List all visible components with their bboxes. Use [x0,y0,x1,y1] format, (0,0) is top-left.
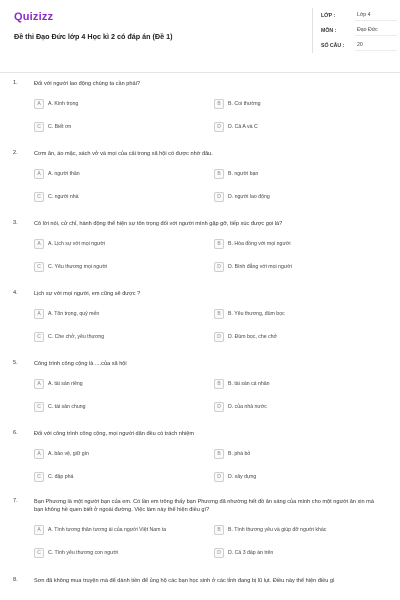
option-d[interactable] [214,471,354,483]
option-b[interactable] [214,308,354,320]
option-text: D. người lao động [228,194,270,200]
question-text: Cơm ăn, áo mặc, sách vở và mọi của cải trong xã hội có được nhờ đâu. [34,151,213,157]
question-number: 7. [13,498,18,504]
option-text: B. người bạn [228,171,259,177]
question-number: 6. [13,430,18,436]
option-text: D. Cả 3 đáp án trên [228,550,274,556]
option-text: C. Che chở, yêu thương [48,334,105,340]
option-letter-box: C [34,122,44,132]
option-text: B. Hòa đồng với mọi người [228,241,291,247]
option-a[interactable] [34,238,174,250]
option-letter-box: D [214,192,224,202]
option-text: B. Coi thường [228,101,261,107]
option-letter-box: D [214,332,224,342]
option-letter-box: B [214,239,224,249]
meta-value: 20 [355,41,397,51]
option-letter-box: C [34,548,44,558]
option-text: B. Tình thương yêu và giúp đỡ người khác [228,527,327,533]
option-letter-box: B [214,309,224,319]
meta-label: LỚP : [321,12,336,19]
option-text: A. tài sản riêng [48,381,83,387]
option-letter-box: A [34,169,44,179]
question-number: 5. [13,360,18,366]
option-text: C. người nhà [48,194,79,200]
option-letter-box: B [214,379,224,389]
meta-label: SỐ CÂU : [321,42,345,49]
meta-value: Đạo Đức [355,26,397,36]
option-b[interactable] [214,168,354,180]
option-c[interactable] [34,191,174,203]
option-d[interactable] [214,331,354,343]
option-c[interactable] [34,547,174,559]
option-a[interactable] [34,308,174,320]
option-letter-box: A [34,99,44,109]
option-b[interactable] [214,238,354,250]
option-d[interactable] [214,547,354,559]
quizizz-logo: Quizizz [14,11,54,23]
option-text: A. người thân [48,171,80,177]
option-c[interactable] [34,261,174,273]
option-c[interactable] [34,121,174,133]
question-text: Sơn đã không mua truyện mà để dành tiền để ủng hộ các bạn học sinh ở các tỉnh đang bị lũ lụt. Điều này thể hiện điều gì [34,578,335,584]
option-c[interactable] [34,401,174,413]
question-text: Công trình công cộng là ....của xã hội [34,361,127,367]
option-letter-box: B [214,449,224,459]
option-d[interactable] [214,401,354,413]
option-letter-box: A [34,309,44,319]
option-d[interactable] [214,191,354,203]
meta-value: Lớp 4 [355,11,397,21]
option-letter-box: B [214,169,224,179]
option-text: B. phá bỏ [228,451,251,457]
option-text: D. Đùm bọc, che chở [228,334,277,340]
option-text: C. Biết ơn [48,124,72,130]
option-text: D. xây dựng [228,474,257,480]
option-letter-box: A [34,239,44,249]
question-text: Bạn Phương là một người bạn của em. Có lần em trông thấy bạn Phương đã nhường hết đồ ăn sáng của mình cho một người ăn xin mà bạn không hề quen biết ở ngoài đường. Việc làm này thể hiện điều gì? [34,499,374,513]
option-letter-box: A [34,449,44,459]
question-number: 2. [13,150,18,156]
question-number: 3. [13,220,18,226]
option-a[interactable] [34,168,174,180]
meta-subject-row [321,23,397,38]
option-text: C. tài sản chung [48,404,86,410]
option-letter-box: B [214,525,224,535]
option-b[interactable] [214,524,354,536]
option-text: A. bảo vệ, giữ gìn [48,451,89,457]
option-text: C. Tình yêu thương con người [48,550,119,556]
option-c[interactable] [34,471,174,483]
option-text: D. của nhà nước [228,404,267,410]
option-text: A. Tình tương thân tương ái của người Việt Nam ta [48,527,167,533]
question-number: 8. [13,577,18,583]
option-text: D. Bình đẳng với mọi người [228,264,292,270]
option-d[interactable] [214,261,354,273]
option-letter-box: D [214,402,224,412]
worksheet-header [0,0,400,73]
option-letter-box: C [34,192,44,202]
option-text: A. Tôn trọng, quý mến [48,311,100,317]
option-letter-box: A [34,525,44,535]
question-text: Đối với công trình công cộng, mọi người dân đều có trách nhiệm [34,431,195,437]
question-text: Cô lời nói, cử chỉ, hành động thể hiện sự tôn trọng đối với người mình gặp gỡ, tiếp xúc được gọi là? [34,221,283,227]
option-text: B. Yêu thương, đùm bọc [228,311,285,317]
question-number: 4. [13,290,18,296]
worksheet-title: Đề thi Đạo Đức lớp 4 Học kì 2 có đáp án (Đề 1) [14,32,173,41]
option-letter-box: A [34,379,44,389]
option-letter-box: C [34,262,44,272]
option-b[interactable] [214,98,354,110]
option-a[interactable] [34,524,174,536]
option-c[interactable] [34,331,174,343]
option-text: A. Lịch sự với mọi người [48,241,105,247]
option-text: D. Cả A và C [228,124,258,130]
option-letter-box: C [34,402,44,412]
question-text: Đối với người lao động chúng ta cần phải? [34,81,140,87]
option-letter-box: D [214,122,224,132]
option-b[interactable] [214,378,354,390]
question-number: 1. [13,80,18,86]
option-letter-box: D [214,262,224,272]
option-letter-box: D [214,548,224,558]
option-a[interactable] [34,378,174,390]
option-text: C. Yêu thương mọi người [48,264,108,270]
meta-label: MÔN : [321,27,337,34]
option-letter-box: C [34,332,44,342]
option-letter-box: D [214,472,224,482]
worksheet-meta [312,8,397,53]
option-letter-box: C [34,472,44,482]
option-text: B. tài sản cá nhân [228,381,270,387]
option-a[interactable] [34,448,174,460]
option-letter-box: B [214,99,224,109]
meta-class-row [321,8,397,23]
meta-count-row [321,38,397,53]
option-a[interactable] [34,98,174,110]
option-text: C. đập phá [48,474,74,480]
option-d[interactable] [214,121,354,133]
option-b[interactable] [214,448,354,460]
option-text: A. Kính trọng [48,101,79,107]
question-text: Lịch sự với mọi người, em cũng sẽ được ? [34,291,141,297]
